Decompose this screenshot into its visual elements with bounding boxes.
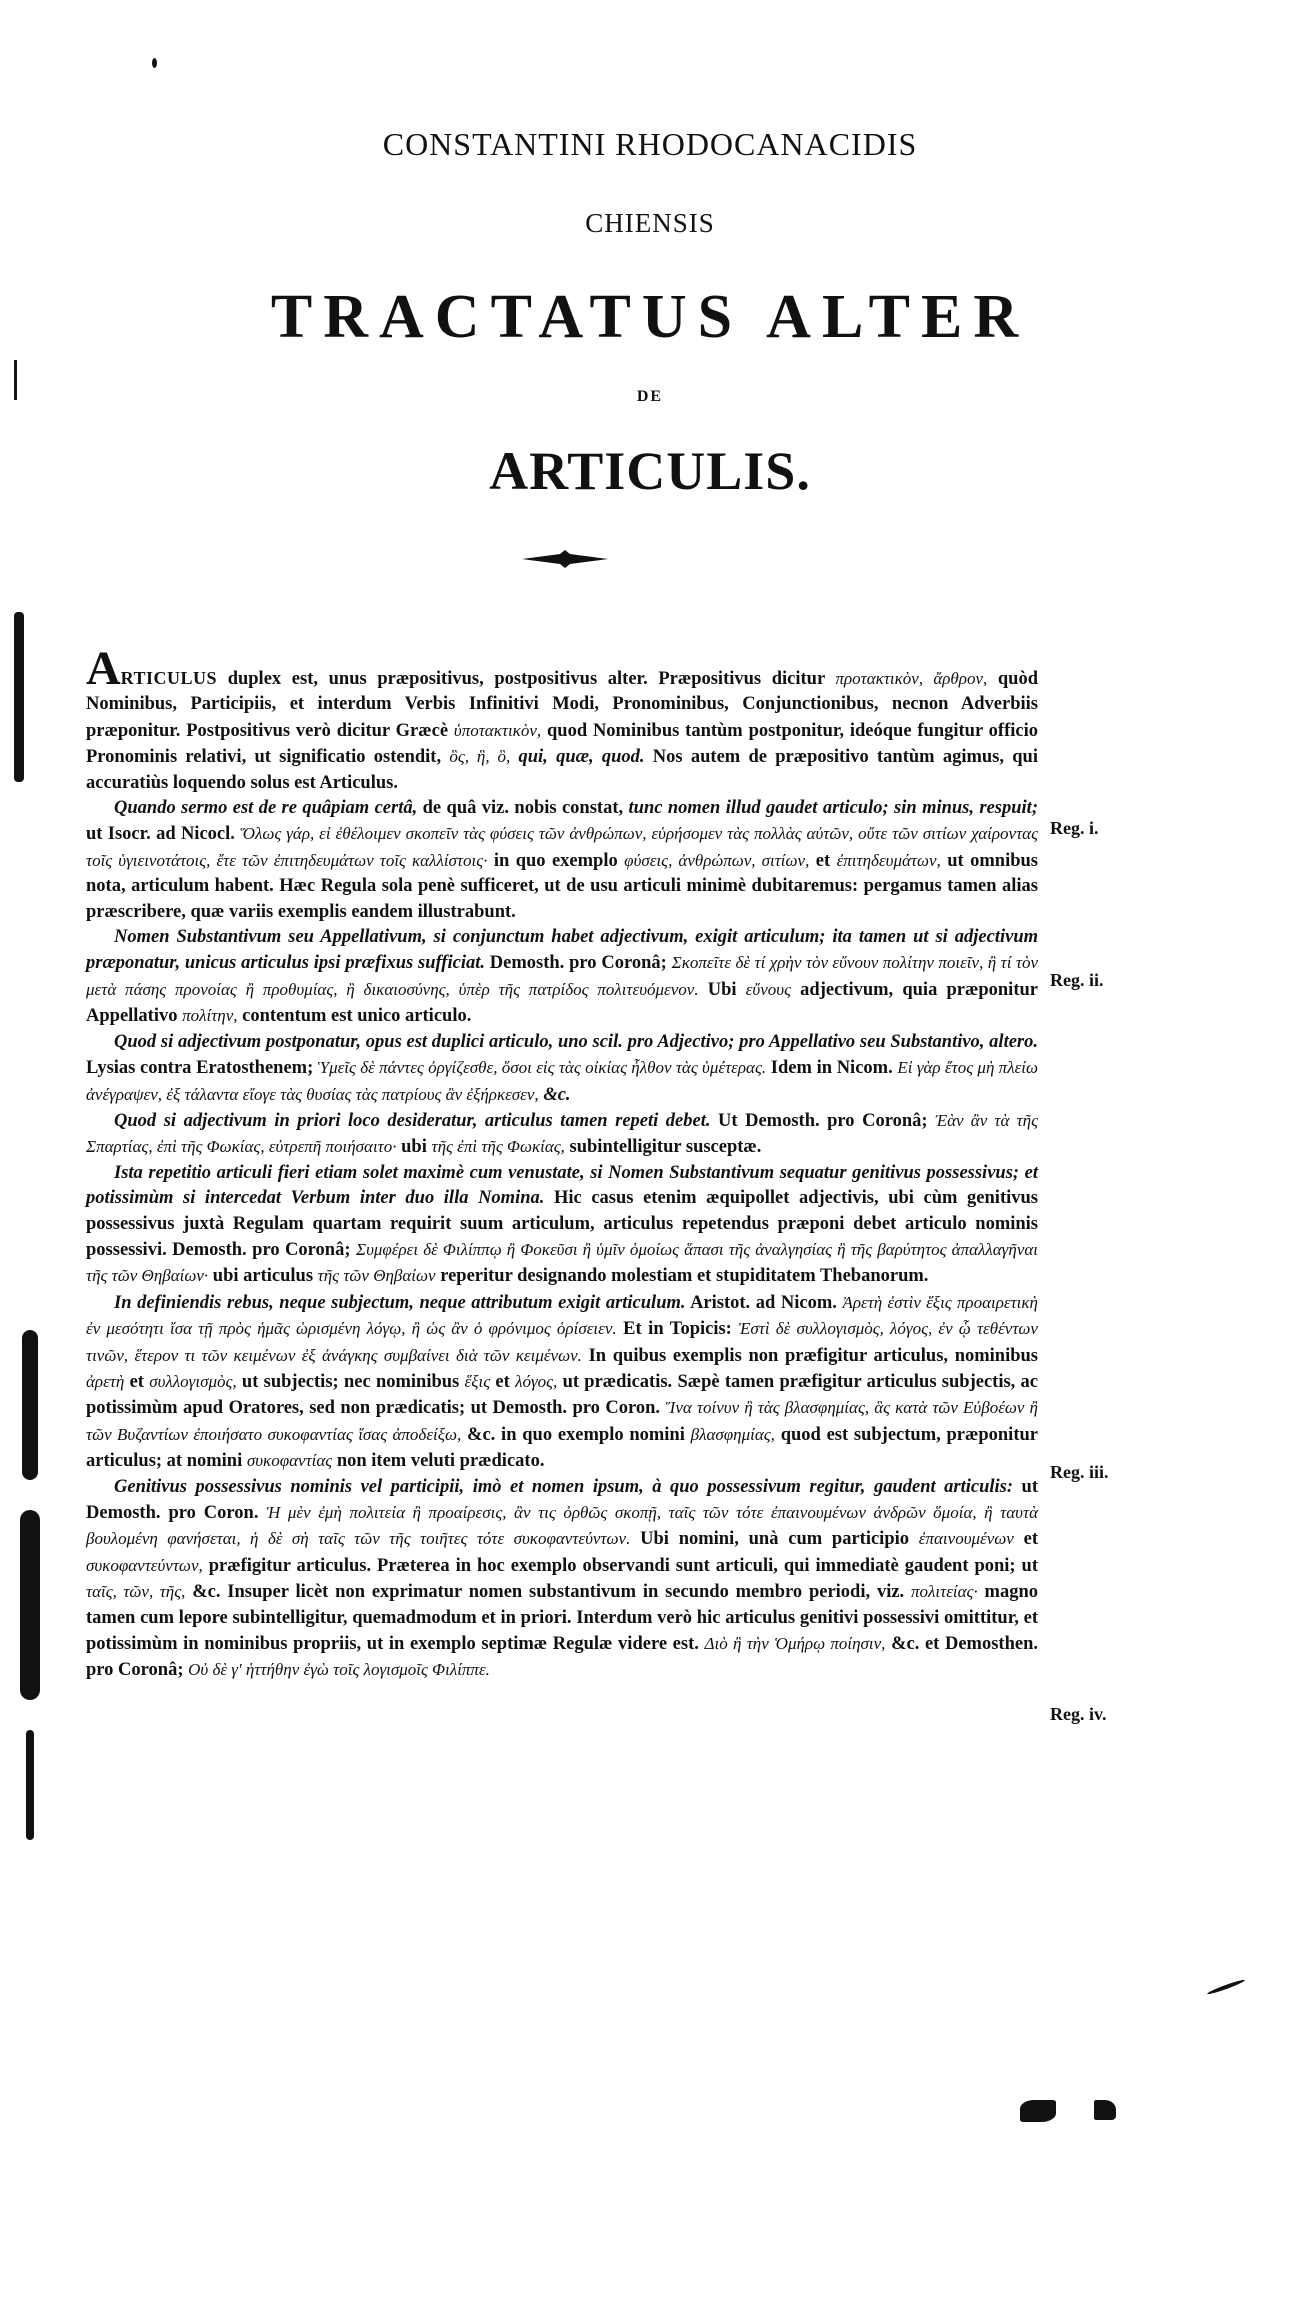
binding-mark bbox=[26, 1730, 34, 1840]
greek-quote: ἐπαινουμένων bbox=[918, 1529, 1014, 1549]
rule-statement: Quod si adjectivum postponatur, opus est duplici articulo, uno scil. pro Adjectivo; pro Appellativo seu Substantivo, altero. bbox=[114, 1031, 1038, 1052]
text-run: adjectivum, quia præponitur Appellativo bbox=[86, 979, 1038, 1027]
text-run: reperitur designando molestiam et stupiditatem Thebanorum. bbox=[435, 1266, 929, 1287]
text-run: et bbox=[490, 1371, 516, 1392]
paragraph-rule-2 bbox=[86, 925, 1038, 1030]
text-run: In quibus exemplis non præfigitur articulus, nominibus bbox=[581, 1345, 1038, 1366]
greek-quote: Ὅλως γάρ, εἰ ἐθέλοιμεν σκοπεῖν τὰς φύσεις τῶν ἀνθρώπων, εὑρήσομεν τὰς πολλὰς αὐτῶν, οὔτε τῶν σιτίων χαίροντας τοῖς ὑγιεινοτάτοις, ἔτε τῶν ἐπιτηδευμάτων τοῖς καλλίστοις· bbox=[86, 824, 1038, 870]
italic-run: qui, quæ, quod. bbox=[510, 747, 645, 768]
text-run: et bbox=[1013, 1529, 1038, 1550]
text-run: Ubi bbox=[698, 979, 746, 1000]
greek-quote: λόγος, bbox=[515, 1371, 558, 1391]
greek-quote: Ἡ μὲν ἐμὴ πολιτεία ἢ προαίρεσις, ἂν τις ὀρθῶς σκοπῇ, ταῖς τῶν τότε ἐπαινουμένων ἀνδρῶν ὅμοία, ἢ ταυτὰ βουλομένη φανήσεται, ἡ δὲ σὴ ταῖς τῶν τῆς τοιῆτες τότε συκοφαντεύντων. bbox=[86, 1503, 1038, 1549]
ink-speck bbox=[1020, 2100, 1056, 2122]
paragraph-rule-1 bbox=[86, 796, 1038, 925]
greek-quote: βλασφημίας, bbox=[690, 1424, 775, 1444]
text-run: ubi bbox=[396, 1137, 432, 1158]
binding-mark bbox=[14, 612, 24, 782]
greek-quote: Ἐὰν ἂν τὰ τῆς Σπαρτίας, ἐπὶ τῆς Φωκίας, εὐτρεπῆ ποιήσαιτο· bbox=[86, 1110, 1038, 1157]
ink-speck bbox=[152, 58, 157, 68]
text-run: in quo exemplo bbox=[487, 850, 625, 871]
paragraph-rule-2-repeat bbox=[86, 1108, 1038, 1161]
rule-statement: Quando sermo est de re quâpiam certâ, bbox=[114, 798, 418, 819]
author-line: CONSTANTINI RHODOCANACIDIS bbox=[382, 126, 918, 162]
paragraph-intro bbox=[86, 642, 1038, 796]
greek-quote: ὃς, ἣ, ὃ, bbox=[449, 747, 511, 767]
greek-quote: Ἐστὶ δὲ συλλογισμὸς, λόγος, ἐν ᾧ τεθέντων τινῶν, ἕτερον τι τῶν κειμένων ἐξ ἀνάγκης συμβαίνει διὰ τῶν κειμένων. bbox=[86, 1319, 1038, 1365]
text-run: ut subjectis; nec nominibus bbox=[236, 1371, 465, 1392]
text-run: Et in Topicis: bbox=[616, 1319, 739, 1340]
text-run: &c. Insuper licèt non exprimatur nomen substantivum in secundo membro periodi, viz. bbox=[185, 1582, 912, 1603]
greek-quote: Ὑμεῖς δὲ πάντες ὀργίζεσθε, ὅσοι εἰς τὰς οἰκίας ἦλθον τὰς ὑμέτερας. bbox=[317, 1058, 767, 1078]
text-run: &c. et Demosthen. pro Coronâ; bbox=[86, 1634, 1038, 1681]
text-run: &c. in quo exemplo nomini bbox=[461, 1424, 691, 1445]
ink-speck bbox=[1094, 2100, 1116, 2120]
greek-quote: συκοφαντίας bbox=[246, 1451, 333, 1471]
binding-mark bbox=[22, 1330, 38, 1480]
text-run: quod est subjectum, præponitur articulus; at nomini bbox=[86, 1424, 1038, 1472]
text-run: de quâ viz. nobis constat, bbox=[417, 798, 629, 819]
text-run: quod Nominibus tantùm postponitur, ideóque fungitur officio Pronominis relativi, ut significatio ostendit, bbox=[86, 720, 1038, 768]
text-run: et bbox=[809, 850, 837, 871]
text-run: Hic casus etenim æquipollet adjectivis, ubi cùm genitivus possessivus juxtà Regulam quartam requirit suum articulum, articulus repetendus præponi debet articulo nominis possessivi. Demosth. pro Coronâ; bbox=[86, 1188, 1038, 1260]
greek-quote: ἕξις bbox=[464, 1371, 491, 1391]
margin-note-reg-1: Reg. i. bbox=[1050, 818, 1099, 838]
italic-run: &c. bbox=[538, 1084, 571, 1105]
treatise-body bbox=[86, 642, 1039, 1684]
text-run: Nos autem de præpositivo tantùm agimus, qui accuratiùs loquendo solus est Articulus. bbox=[86, 747, 1038, 793]
text-run: Ubi nomini, unà cum participio bbox=[630, 1529, 919, 1550]
text-run: præfigitur articulus. Præterea in hoc exemplo observandi sunt articuli, qui immediatè gaudent poni; ut bbox=[202, 1555, 1038, 1576]
small-caps-word: RTICULUS bbox=[120, 668, 218, 688]
greek-quote: φύσεις, ἀνθρώπων, σιτίων, bbox=[624, 850, 810, 870]
text-run: Ut Demosth. pro Coronâ; bbox=[710, 1110, 936, 1131]
greek-quote: τῆς τῶν Θηβαίων bbox=[317, 1266, 436, 1286]
text-run: Demosth. pro Coronâ; bbox=[484, 953, 672, 974]
rule-statement: Genitivus possessivus nominis vel participii, imò et nomen ipsum, à quo possessivum regitur, gaudent articulis: bbox=[114, 1476, 1014, 1497]
greek-quote: συκοφαντεύντων, bbox=[86, 1555, 203, 1575]
rule-statement: Nomen Substantivum seu Appellativum, si conjunctum habet adjectivum, exigit articulum; ita tamen ut si adjectivum præponatur, unicus articulus ipsi præfixus sufficiat. bbox=[86, 927, 1038, 974]
text-run: magno tamen cum lepore subintelligitur, quemadmodum et in priori. Interdum verò hic articulus genitivi possessivi omittitur, et potissimùm in nominibus propriis, ut in exemplo septimæ Regulæ videre est. bbox=[86, 1582, 1038, 1655]
greek-quote: συλλογισμὸς, bbox=[149, 1371, 237, 1391]
ink-speck bbox=[1207, 1978, 1246, 1995]
text-run: Aristot. ad Nicom. bbox=[685, 1292, 843, 1313]
title-de: DE bbox=[636, 388, 664, 405]
greek-quote: Εἰ γὰρ ἔτος μὴ πλείω ἀνέγραψεν, ἐξ τάλαντα εἴογε τὰς θυσίας τὰς πατρίους ἂν ἐξήρκεσεν, bbox=[86, 1058, 1038, 1104]
paragraph-rule-4 bbox=[86, 1475, 1038, 1684]
paragraph-rule-2-postposed bbox=[86, 1030, 1038, 1108]
greek-quote: εὔνους bbox=[745, 979, 791, 999]
paragraph-rule-2-genitive bbox=[86, 1161, 1038, 1290]
origin-line: CHIENSIS bbox=[585, 208, 715, 238]
text-run: ubi articulus bbox=[208, 1266, 318, 1287]
text-run: Lysias contra Eratosthenem; bbox=[86, 1058, 318, 1079]
greek-quote: τῆς ἐπὶ τῆς Φωκίας, bbox=[431, 1137, 565, 1157]
text-run: Idem in Nicom. bbox=[766, 1058, 898, 1079]
greek-quote: πολίτην, bbox=[182, 1006, 238, 1026]
greek-quote: ἀρετὴ bbox=[86, 1371, 125, 1391]
text-run: ut Isocr. ad Nicocl. bbox=[86, 824, 241, 845]
text-run: duplex est, unus præpositivus, postpositivus alter. Præpositivus dicitur bbox=[217, 669, 836, 689]
text-run: ut prædicatis. Sæpè tamen præfigitur articulus subjectis, ac potissimùm apud Oratores, sed non prædicatis; ut Demosth. pro Coron. bbox=[86, 1371, 1039, 1419]
greek-quote: προτακτικὸν, ἄρθρον, bbox=[835, 669, 988, 688]
divider-ornament bbox=[520, 548, 610, 570]
rule-statement: In definiendis rebus, neque subjectum, neque attributum exigit articulum. bbox=[114, 1292, 686, 1313]
subject-title: ARTICULIS. bbox=[489, 441, 811, 501]
greek-quote: Διὸ ἢ τὴν Ὁμήρῳ ποίησιν, bbox=[704, 1634, 886, 1654]
text-run: contentum est unico articulo. bbox=[237, 1006, 472, 1027]
text-run: ut omnibus nota, articulum habent. Hæc Regula sola penè sufficeret, ut de usu articuli minimè dubitaremus: pergamus tamen alias præscribere, quæ variis exemplis eandem illustrabunt. bbox=[86, 850, 1038, 922]
treatise-title: TRACTATUS ALTER bbox=[270, 283, 1030, 351]
text-run: ut Demosth. pro Coron. bbox=[86, 1476, 1039, 1523]
margin-note-reg-3: Reg. iii. bbox=[1050, 1462, 1109, 1482]
greek-quote: πολιτείας· bbox=[911, 1582, 978, 1602]
greek-quote: ἐπιτηδευμάτων, bbox=[836, 850, 941, 870]
text-run: quòd Nominibus, Participiis, et interdum Verbis Infinitivi Modi, Pronominibus, Conjunctionibus, necnon Adverbiis præponitur. Postpositivus verò dicitur Græcè bbox=[86, 669, 1038, 741]
greek-quote: Συμφέρει δὲ Φιλίππῳ ἢ Φοκεῦσι ἢ ὑμῖν ὁμοίως ἅπασι τῆς ἀναλγησίας ἢ τῆς βαρύτητος ἀπαλλαγῆναι τῆς τῶν Θηβαίων· bbox=[86, 1239, 1039, 1286]
drop-cap: A bbox=[86, 642, 121, 695]
greek-quote: Ἀρετὴ ἐστὶν ἕξις προαιρετικὴ ἐν μεσότητι ἴσα τῇ πρὸς ἡμᾶς ὡρισμένη λόγῳ, ἢ ὡς ἂν ὁ φρόνιμος ὁρίσειεν. bbox=[86, 1292, 1038, 1339]
greek-quote: Σκοπεῖτε δὲ τί χρὴν τὸν εὔνουν πολίτην ποιεῖν, ἢ τί τὸν μετὰ πάσης προνοίας ἢ προθυμίας, ἢ δικαιοσύνης, ὑπὲρ τῆς πατρίδος πολιτευόμενον. bbox=[86, 953, 1038, 999]
rule-statement: Quod si adjectivum in priori loco desideratur, articulus tamen repeti debet. bbox=[114, 1110, 711, 1131]
paragraph-rule-3 bbox=[86, 1290, 1038, 1475]
greek-quote: Ἵνα τοίνυν ἢ τὰς βλασφημίας, ἃς κατὰ τῶν Εὐβοέων ἢ τῶν Βυζαντίων ἐποιήσατο συκοφαντίας ἴσας ἀποδείξω, bbox=[86, 1398, 1038, 1444]
text-run: non item veluti prædicato. bbox=[332, 1451, 545, 1472]
binding-mark bbox=[20, 1510, 40, 1700]
text-run: et bbox=[124, 1371, 150, 1392]
rule-statement: tunc nomen illud gaudet articulo; sin minus, respuit; bbox=[628, 798, 1038, 819]
margin-note-reg-2: Reg. ii. bbox=[1050, 970, 1104, 990]
greek-quote: ταῖς, τῶν, τῆς, bbox=[86, 1582, 186, 1602]
margin-note-reg-4: Reg. iv. bbox=[1050, 1704, 1107, 1724]
text-run: subintelligitur susceptæ. bbox=[564, 1137, 762, 1158]
rule-statement: Ista repetitio articuli fieri etiam solet maximè cum venustate, si Nomen Substantivum sequatur genitivus possessivus; et potissimùm si intercedat Verbum inter duo illa Nomina. bbox=[86, 1162, 1038, 1209]
greek-quote: Οὐ δὲ γ' ἡττήθην ἐγὼ τοῖς λογισμοῖς Φιλίππε. bbox=[188, 1660, 490, 1680]
greek-quote: ὑποτακτικὸν, bbox=[453, 720, 542, 740]
